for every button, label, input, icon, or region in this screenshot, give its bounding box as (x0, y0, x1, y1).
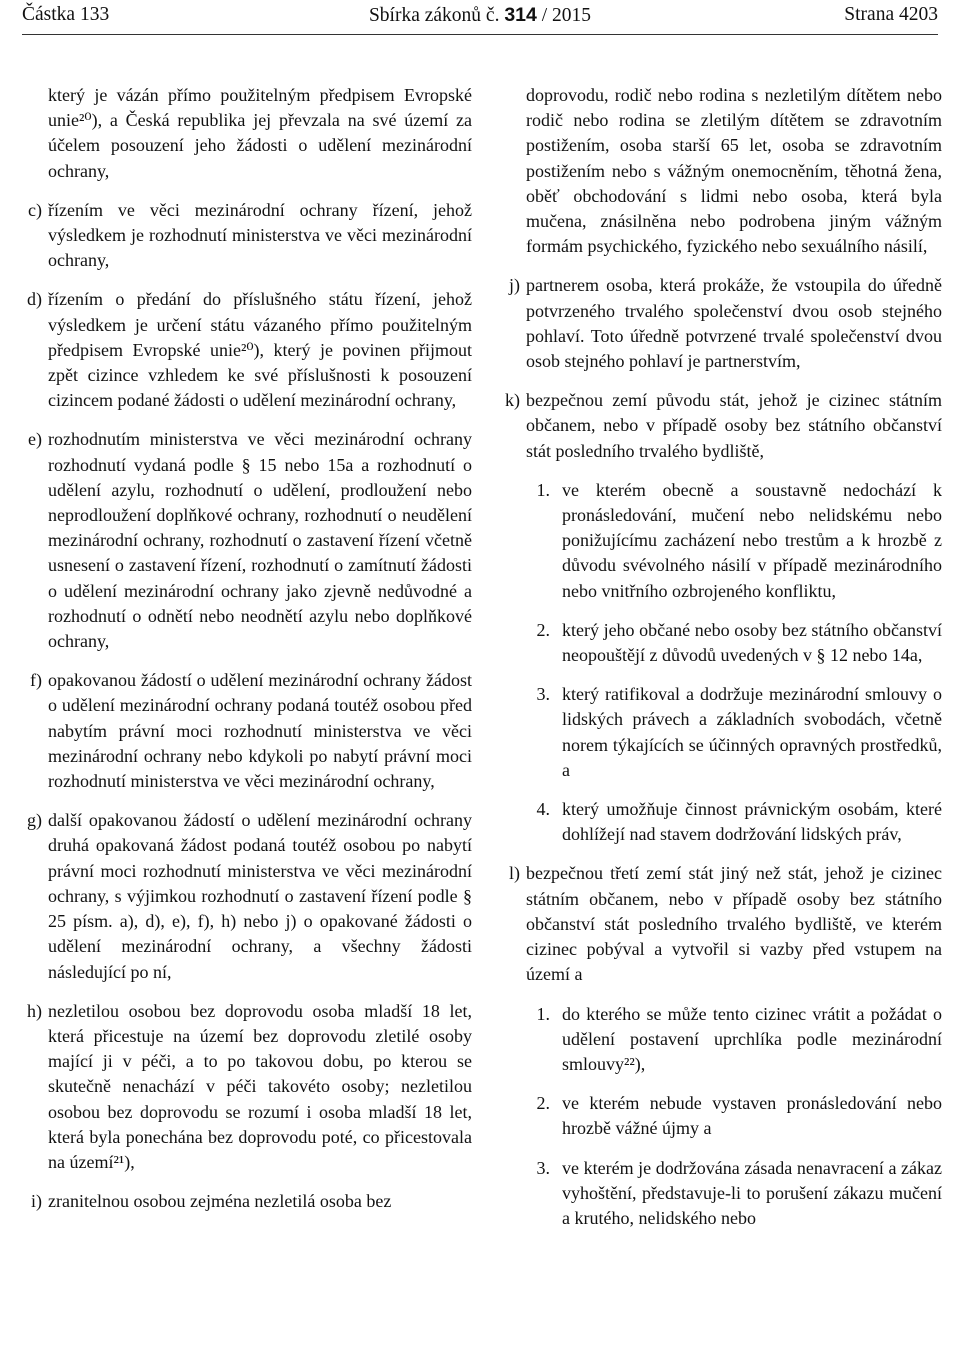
item-text: zranitelnou osobou zejména nezletilá osoba bez (48, 1191, 392, 1212)
header-collection-prefix: Sbírka zákonů č. (368, 5, 500, 26)
point-label: 3. (536, 684, 550, 705)
definition-i (18, 1189, 472, 1214)
definition-f (18, 668, 472, 794)
item-label: g) (27, 810, 42, 831)
item-label: d) (27, 289, 42, 310)
header-year: / 2015 (541, 5, 592, 26)
definition-g (18, 808, 472, 984)
point-text: který ratifikoval a dodržuje mezinárodní smlouvy o lidských právech a základních svobodách, včetně norem týkajících se účinných opravných prostředků, a (562, 684, 942, 780)
item-label: c) (28, 199, 42, 220)
item-label: h) (27, 1000, 42, 1021)
item-label: f) (30, 670, 42, 691)
item-label: e) (28, 429, 42, 450)
definition-k-point-2 (496, 618, 942, 668)
definition-k-point-1 (496, 478, 942, 604)
point-label: 2. (536, 1093, 550, 1114)
item-text: rozhodnutím ministerstva ve věci mezinárodní ochrany rozhodnutí vydaná podle § 15 nebo 15a a rozhodnutí o udělení azylu, rozhodnutí o udělení, prodloužení nebo neprodloužení doplňkové ochrany, rozhodnutí o neudělení mezinárodní ochrany, rozhodnutí o zastavení řízení včetně usnesení o zastavení řízení, rozhodnutí o zamítnutí žádosti o udělení mezinárodní ochrany jako zjevně nedůvodné a rozhodnutí o odnětí nebo neodnětí azylu nebo doplňkové ochrany, (48, 429, 472, 652)
definition-k-point-3 (496, 682, 942, 783)
intro-text: který je vázán přímo použitelným předpisem Evropské unie²⁰), a Česká republika jej převzala na své území za účelem posouzení jeho žádosti o udělení mezinárodní ochrany, (48, 85, 472, 181)
definition-k-point-4 (496, 797, 942, 847)
definition-h (18, 999, 472, 1175)
point-label: 2. (536, 619, 550, 640)
item-text: bezpečnou třetí zemí stát jiný než stát, jehož je cizinec státním občanem, nebo v případě osoby bez státního občanství stát posledního trvalého bydliště, ve kterém cizinec pobýval a vytvořil si vazby před vstupem na území a (526, 863, 942, 985)
definition-i-continuation (496, 83, 942, 259)
definition-k (496, 388, 942, 464)
definition-d (18, 287, 472, 413)
item-text: nezletilou osobou bez doprovodu osoba mladší 18 let, která přicestuje na území bez doprovodu zletilé osoby mající ji v péči, a to po takovou dobu, po kterou se skutečně nenachází v péči takovéto osoby; nezletilou osobou bez doprovodu se rozumí i osoba mladší 18 let, která byla ponechána bez doprovodu poté, co přicestovala na území²¹), (48, 1000, 472, 1172)
point-label: 4. (536, 799, 550, 820)
page-header (22, 4, 938, 32)
point-text: který umožňuje činnost právnickým osobám, které dohlížejí nad stavem dodržování lidských práv, (562, 799, 942, 845)
header-page-number: Strana 4203 (844, 4, 938, 25)
point-text: který jeho občané nebo osoby bez státního občanství neopouštějí z důvodů uvedených v § 12 nebo 14a, (562, 619, 942, 666)
item-label: j) (509, 275, 520, 296)
definition-e (18, 427, 472, 654)
definition-l-point-1 (496, 1002, 942, 1078)
point-text: ve kterém je dodržována zásada nenavracení a zákaz vyhoštění, představuje-li to porušení zákazu mučení a krutého, nelidského nebo (562, 1157, 942, 1228)
point-text: ve kterém obecně a soustavně nedochází k pronásledování, mučení nebo nelidskému nebo ponižujícímu zacházení nebo trestům a k hrozbě z důvodu svévolného násilí v případě mezinárodního nebo vnitřního ozbrojeného konfliktu, (562, 479, 942, 601)
item-text: řízením ve věci mezinárodní ochrany řízení, jehož výsledkem je rozhodnutí ministerstva ve věci mezinárodní ochrany, (48, 199, 472, 271)
header-part: Částka 133 (22, 4, 110, 25)
definition-l (496, 861, 942, 987)
intro-paragraph (18, 83, 472, 184)
point-label: 1. (536, 1003, 550, 1024)
item-label: k) (505, 390, 520, 411)
point-text: ve kterém nebude vystaven pronásledování nebo hrozbě vážné újmy a (562, 1093, 942, 1139)
left-column (18, 83, 472, 1228)
right-column (496, 83, 942, 1245)
header-collection (22, 4, 938, 27)
item-text: další opakovanou žádostí o udělení mezinárodní ochrany druhá opakovaná žádost podaná toutéž osobou po nabytí právní moci rozhodnutí ministerstva ve věci mezinárodní ochrany, s výjimkou rozhodnutí o zastavení řízení podle § 25 písm. a), d), e), f), h) nebo j) o opakované žádosti o udělení mezinárodní ochrany, a všechny žádosti následující po ní, (48, 810, 472, 982)
definition-l-point-3 (496, 1156, 942, 1232)
item-text: partnerem osoba, která prokáže, že vstoupila do úředně potvrzeného trvalého společenství dvou osob stejného pohlaví. Toto úředně potvrzené trvalé společenství dvou osob stejného pohlaví je partnerstvím, (526, 275, 942, 372)
header-law-number: 314 (504, 4, 537, 26)
definition-j (496, 273, 942, 374)
point-label: 3. (536, 1157, 550, 1178)
continuation-text: doprovodu, rodič nebo rodina s nezletilým dítětem nebo rodič nebo rodina se zletilým dítětem se zdravotním postižením, osoba starší 65 let, osoba se zdravotním postižením nebo s vážným onemocněním, těhotná žena, oběť obchodování s lidmi nebo osoba, která byla mučena, znásilněna nebo podrobena jiným vážným formám psychického, fyzického nebo sexuálního násilí, (526, 85, 942, 257)
definition-c (18, 198, 472, 274)
item-label: l) (509, 863, 520, 884)
item-text: opakovanou žádostí o udělení mezinárodní ochrany žádost o udělení mezinárodní ochrany podaná toutéž osobou před nabytím právní moci rozhodnutí ministerstva ve věci mezinárodní ochrany nebo kdykoli po nabytí právní moci rozhodnutí ministerstva ve věci mezinárodní ochrany, (48, 670, 472, 792)
definition-l-point-2 (496, 1091, 942, 1141)
point-label: 1. (536, 479, 550, 500)
item-text: bezpečnou zemí původu stát, jehož je cizinec státním občanem, nebo v případě osoby bez státního občanství stát posledního trvalého bydliště, (526, 390, 942, 461)
header-rule (22, 34, 938, 35)
point-text: do kterého se může tento cizinec vrátit a požádat o udělení postavení uprchlíka podle mezinárodní smlouvy²²), (562, 1003, 942, 1074)
item-label: i) (31, 1191, 42, 1212)
item-text: řízením o předání do příslušného státu řízení, jehož výsledkem je určení státu vázaného přímo použitelným předpisem Evropské unie²⁰), který je povinen přijmout zpět cizince vzhledem ke své příslušnosti k posouzení cizincem podané žádosti o udělení mezinárodní ochrany, (48, 289, 472, 411)
